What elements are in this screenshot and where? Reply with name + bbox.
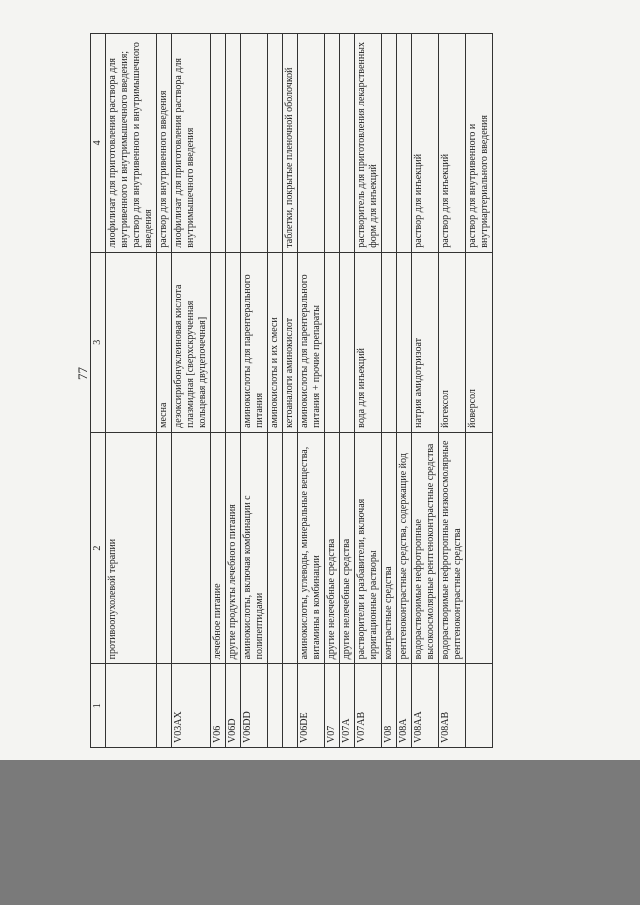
table-body bbox=[106, 34, 493, 748]
table-row bbox=[340, 34, 355, 748]
dosage-form-cell: раствор для внутривенного и внутриартериального введения bbox=[466, 34, 493, 253]
table-header-row bbox=[91, 34, 106, 748]
table-row bbox=[172, 34, 211, 748]
table-row bbox=[439, 34, 466, 748]
dosage-form-cell bbox=[226, 34, 241, 253]
group-name-cell: рентгеноконтрастные средства, содержащие йод bbox=[397, 432, 412, 664]
group-name-cell: растворители и разбавители, включая ирригационные растворы bbox=[355, 432, 382, 664]
drug-name-cell bbox=[340, 252, 355, 432]
atc-code-cell: V08 bbox=[382, 664, 397, 748]
table-row bbox=[466, 34, 493, 748]
drug-name-cell: натрия амидотризоат bbox=[412, 252, 439, 432]
table-row bbox=[355, 34, 382, 748]
group-name-cell bbox=[283, 432, 298, 664]
group-name-cell bbox=[268, 432, 283, 664]
header-col-4: 4 bbox=[91, 34, 106, 253]
table-row bbox=[382, 34, 397, 748]
atc-code-cell: V03AX bbox=[172, 664, 211, 748]
drug-name-cell bbox=[325, 252, 340, 432]
group-name-cell bbox=[172, 432, 211, 664]
group-name-cell bbox=[466, 432, 493, 664]
group-name-cell: аминокислоты, включая комбинации с полипептидами bbox=[241, 432, 268, 664]
drug-name-cell bbox=[211, 252, 226, 432]
group-name-cell: аминокислоты, углеводы, минеральные вещества, витамины в комбинации bbox=[298, 432, 325, 664]
table-row bbox=[397, 34, 412, 748]
dosage-form-cell bbox=[268, 34, 283, 253]
dosage-form-cell bbox=[325, 34, 340, 253]
dosage-form-cell bbox=[397, 34, 412, 253]
table-row bbox=[283, 34, 298, 748]
dosage-form-cell: раствор для внутривенного введения bbox=[157, 34, 172, 253]
atc-code-cell bbox=[283, 664, 298, 748]
group-name-cell: другие продукты лечебного питания bbox=[226, 432, 241, 664]
table-row bbox=[325, 34, 340, 748]
drug-name-cell: дезоксирибонуклеиновая кислота плазмидная [сверхскрученная кольцевая двуцепочечная] bbox=[172, 252, 211, 432]
header-col-1: 1 bbox=[91, 664, 106, 748]
dosage-form-cell: лиофилизат для приготовления раствора для внутривенного и внутримышечного введения; раствор для внутривенного и внутримышечного введения bbox=[106, 34, 157, 253]
atc-code-cell: V06DD bbox=[241, 664, 268, 748]
dosage-form-cell bbox=[382, 34, 397, 253]
table-row bbox=[298, 34, 325, 748]
drug-name-cell: месна bbox=[157, 252, 172, 432]
group-name-cell: другие нелечебные средства bbox=[325, 432, 340, 664]
drug-name-cell: аминокислоты для парентерального питания bbox=[241, 252, 268, 432]
drug-name-cell bbox=[106, 252, 157, 432]
dosage-form-cell: таблетки, покрытые пленочной оболочкой bbox=[283, 34, 298, 253]
atc-code-cell: V08A bbox=[397, 664, 412, 748]
rotated-table-container bbox=[90, 33, 630, 748]
atc-code-cell bbox=[157, 664, 172, 748]
dosage-form-cell bbox=[211, 34, 226, 253]
dosage-form-cell: раствор для инъекций bbox=[412, 34, 439, 253]
drug-name-cell: кетоаналоги аминокислот bbox=[283, 252, 298, 432]
dosage-form-cell bbox=[340, 34, 355, 253]
group-name-cell: контрастные средства bbox=[382, 432, 397, 664]
drug-name-cell: аминокислоты для парентерального питания + прочие препараты bbox=[298, 252, 325, 432]
atc-code-cell: V08AB bbox=[439, 664, 466, 748]
table-row bbox=[241, 34, 268, 748]
group-name-cell bbox=[157, 432, 172, 664]
scan-background bbox=[0, 760, 640, 905]
drug-name-cell: аминокислоты и их смеси bbox=[268, 252, 283, 432]
atc-code-cell bbox=[106, 664, 157, 748]
table-row bbox=[412, 34, 439, 748]
dosage-form-cell: растворитель для приготовления лекарственных форм для инъекций bbox=[355, 34, 382, 253]
atc-code-cell: V06 bbox=[211, 664, 226, 748]
drug-name-cell bbox=[397, 252, 412, 432]
drug-name-cell: йоверсол bbox=[466, 252, 493, 432]
drug-name-cell: вода для инъекций bbox=[355, 252, 382, 432]
atc-code-cell: V06DE bbox=[298, 664, 325, 748]
table-row bbox=[268, 34, 283, 748]
dosage-form-cell bbox=[241, 34, 268, 253]
page-number: 77 bbox=[75, 367, 90, 380]
drug-name-cell bbox=[382, 252, 397, 432]
drug-table bbox=[90, 33, 493, 748]
atc-code-cell: V07 bbox=[325, 664, 340, 748]
drug-name-cell bbox=[226, 252, 241, 432]
dosage-form-cell: раствор для инъекций bbox=[439, 34, 466, 253]
header-col-2: 2 bbox=[91, 432, 106, 664]
group-name-cell: другие нелечебные средства bbox=[340, 432, 355, 664]
group-name-cell: противоопухолевой терапии bbox=[106, 432, 157, 664]
atc-code-cell: V06D bbox=[226, 664, 241, 748]
group-name-cell: водорастворимые нефротропные низкоосмолярные рентгеноконтрастные средства bbox=[439, 432, 466, 664]
header-col-3: 3 bbox=[91, 252, 106, 432]
group-name-cell: водорастворимые нефротропные высокоосмолярные рентгеноконтрастные средства bbox=[412, 432, 439, 664]
table-row bbox=[157, 34, 172, 748]
table-row bbox=[211, 34, 226, 748]
group-name-cell: лечебное питание bbox=[211, 432, 226, 664]
atc-code-cell: V08AA bbox=[412, 664, 439, 748]
atc-code-cell: V07A bbox=[340, 664, 355, 748]
table-row bbox=[106, 34, 157, 748]
table-row bbox=[226, 34, 241, 748]
drug-name-cell: йогексол bbox=[439, 252, 466, 432]
atc-code-cell bbox=[268, 664, 283, 748]
atc-code-cell bbox=[466, 664, 493, 748]
dosage-form-cell bbox=[298, 34, 325, 253]
dosage-form-cell: лиофилизат для приготовления раствора для внутримышечного введения bbox=[172, 34, 211, 253]
atc-code-cell: V07AB bbox=[355, 664, 382, 748]
